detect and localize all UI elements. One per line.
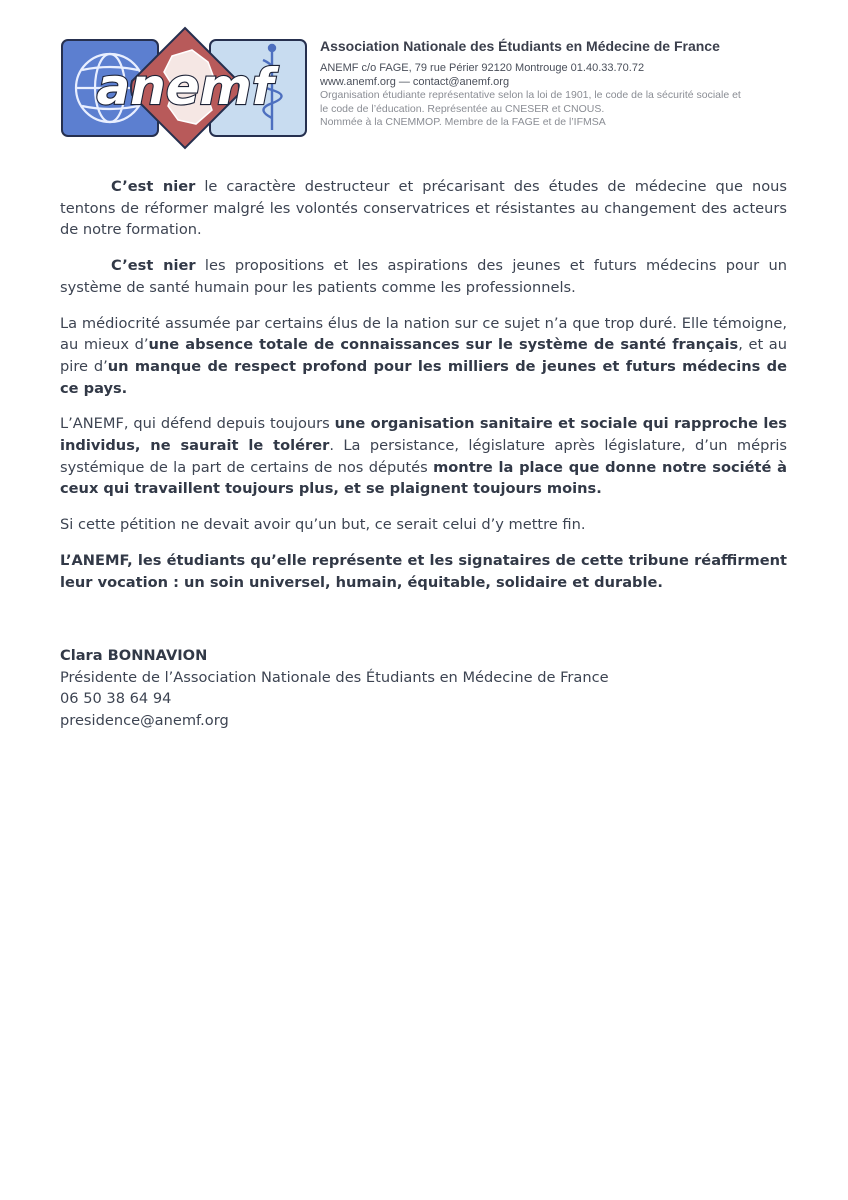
text-run: L’ANEMF, qui défend depuis toujours — [60, 415, 335, 433]
emphasis: L’ANEMF, les étudiants qu’elle représente et les signataires de cette tribune réaffirment leur vocation : un soin universel, humain, équitable, solidaire et durable. — [60, 551, 787, 591]
emphasis: C’est nier — [111, 257, 196, 275]
paragraph-6 — [60, 550, 787, 593]
signatory-email: presidence@anemf.org — [60, 712, 229, 730]
org-desc-line-1: Organisation étudiante représentative selon la loi de 1901, le code de la sécurité sociale et — [320, 89, 741, 101]
text-run: les propositions et les aspirations des jeunes et futurs médecins pour un système de santé humain pour les patients comme les professionnels. — [60, 257, 788, 296]
emphasis: une organisation sanitaire et sociale qui rapproche les individus, ne saurait le tolérer — [60, 415, 787, 455]
paragraph-3 — [60, 313, 787, 400]
org-name: Association Nationale des Étudiants en Médecine de France — [320, 38, 720, 54]
org-address: ANEMF c/o FAGE, 79 rue Périer 92120 Montrouge 01.40.33.70.72 — [320, 62, 645, 74]
paragraph-5 — [60, 514, 787, 536]
emphasis: C’est nier — [111, 178, 196, 195]
text-run: le caractère destructeur et précarisant des études de médecine que nous tentons de réformer malgré les volontés conservatrices et résistantes au changement des acteurs de notre formation. — [60, 178, 788, 239]
org-desc-line-2: le code de l’éducation. Représentée au CNESER et CNOUS. — [320, 102, 605, 115]
emphasis: une absence totale de connaissances sur le système de santé français — [148, 336, 739, 354]
signatory-phone: 06 50 38 64 94 — [60, 690, 172, 708]
text-run: La médiocrité assumée par certains élus de la nation sur ce sujet n’a que trop duré. Elle témoigne, au mieux d’ — [60, 314, 787, 354]
signatory-name-text: Clara BONNAVION — [60, 647, 208, 664]
anemf-logo — [60, 26, 310, 150]
text-run: , et au pire d’ — [60, 336, 787, 375]
paragraph-1 — [60, 176, 787, 241]
text-run: Si cette pétition ne devait avoir qu’un but, ce serait celui d’y mettre fin. — [60, 516, 586, 534]
emphasis: montre la place que donne notre société à ceux qui travaillent toujours plus, et se plaignent toujours moins. — [60, 458, 788, 498]
org-desc-line-3: Nommée à la CNEMMOP. Membre de la FAGE et de l’IFMSA — [320, 116, 606, 128]
signatory-name — [60, 645, 609, 667]
signatory-title: Présidente de l’Association Nationale des Étudiants en Médecine de France — [60, 668, 609, 686]
text-run: . La persistance, législature après législature, d’un mépris systémique de la part de certains de nos députés — [60, 437, 788, 476]
paragraph-2 — [60, 255, 787, 298]
emphasis: un manque de respect profond pour les milliers de jeunes et futurs médecins de ce pays. — [60, 357, 787, 397]
org-contact: www.anemf.org — contact@anemf.org — [320, 76, 510, 88]
letterhead — [320, 38, 810, 130]
svg-text:anemf: anemf — [96, 58, 274, 116]
letter-body — [60, 176, 787, 607]
signature-block — [60, 645, 609, 732]
paragraph-4 — [60, 413, 787, 500]
